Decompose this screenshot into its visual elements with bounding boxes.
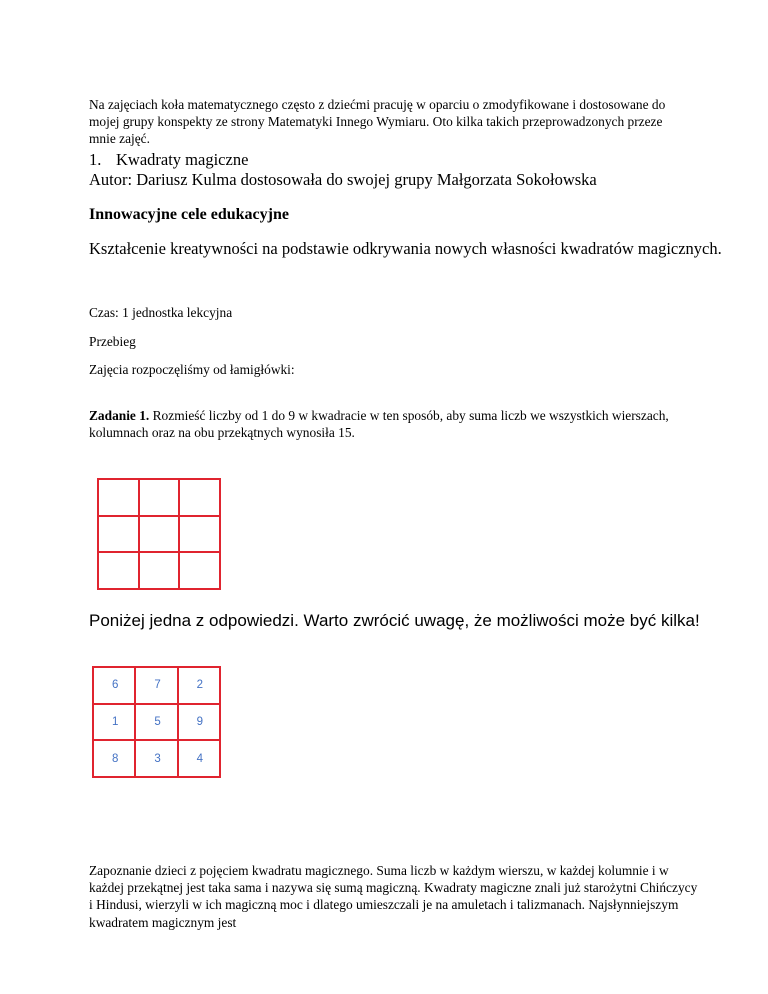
subheading: Innowacyjne cele edukacyjne [89, 206, 289, 223]
square-cell: 4 [178, 740, 220, 777]
square-cell: 1 [93, 704, 135, 741]
square-cell: 7 [135, 667, 177, 704]
task-paragraph [89, 407, 719, 441]
empty-cell [139, 552, 180, 589]
section-heading [89, 150, 729, 190]
empty-cell [98, 479, 139, 516]
empty-cell [179, 516, 220, 553]
empty-cell [98, 552, 139, 589]
empty-cell [179, 552, 220, 589]
square-cell: 8 [93, 740, 135, 777]
square-cell: 9 [178, 704, 220, 741]
goal-paragraph: Kształcenie kreatywności na podstawie odkrywania nowych własności kwadratów magicznych. [89, 239, 722, 258]
intro-paragraph: Na zajęciach koła matematycznego często z dziećmi pracuję w oparciu o zmodyfikowane i dostosowane do mojej grupy konspekty ze strony Matematyki Innego Wymiaru. Oto kilka takich przeprowadzonych przeze mnie zajęć. [89, 97, 666, 146]
course-line: Przebieg [89, 334, 136, 349]
empty-magic-square [97, 478, 221, 590]
square-cell: 3 [135, 740, 177, 777]
task-text: Rozmieść liczby od 1 do 9 w kwadracie w ten sposób, aby suma liczb we wszystkich wierszach, kolumnach oraz na obu przekątnych wynosiła 15. [89, 408, 669, 440]
empty-cell [98, 516, 139, 553]
start-line: Zajęcia rozpoczęliśmy od łamigłówki: [89, 362, 295, 377]
empty-cell [139, 516, 180, 553]
time-line: Czas: 1 jednostka lekcyjna [89, 305, 233, 320]
square-cell: 6 [93, 667, 135, 704]
section-title: Kwadraty magiczne [116, 150, 249, 169]
final-paragraph: Zapoznanie dzieci z pojęciem kwadratu magicznego. Suma liczb w każdym wierszu, w każdej kolumnie i w każdej przekątnej jest taka sama i nazywa się sumą magiczną. Kwadraty magiczne znali już starożytni Chińczycy i Hindusi, wierzyli w ich magiczną moc i dlatego umieszczali je na amuletach i talizmanach. Najsłynniejszym kwadratem magicznym jest [89, 863, 698, 930]
task-label: Zadanie 1. [89, 408, 150, 423]
empty-cell [139, 479, 180, 516]
square-cell: 2 [178, 667, 220, 704]
answer-magic-square [92, 666, 221, 778]
answer-note: Poniżej jedna z odpowiedzi. Warto zwrócić uwagę, że możliwości może być kilka! [89, 611, 700, 630]
empty-cell [179, 479, 220, 516]
section-number: 1. [89, 150, 102, 169]
section-author: Autor: Dariusz Kulma dostosowała do swojej grupy Małgorzata Sokołowska [89, 170, 597, 189]
square-cell: 5 [135, 704, 177, 741]
